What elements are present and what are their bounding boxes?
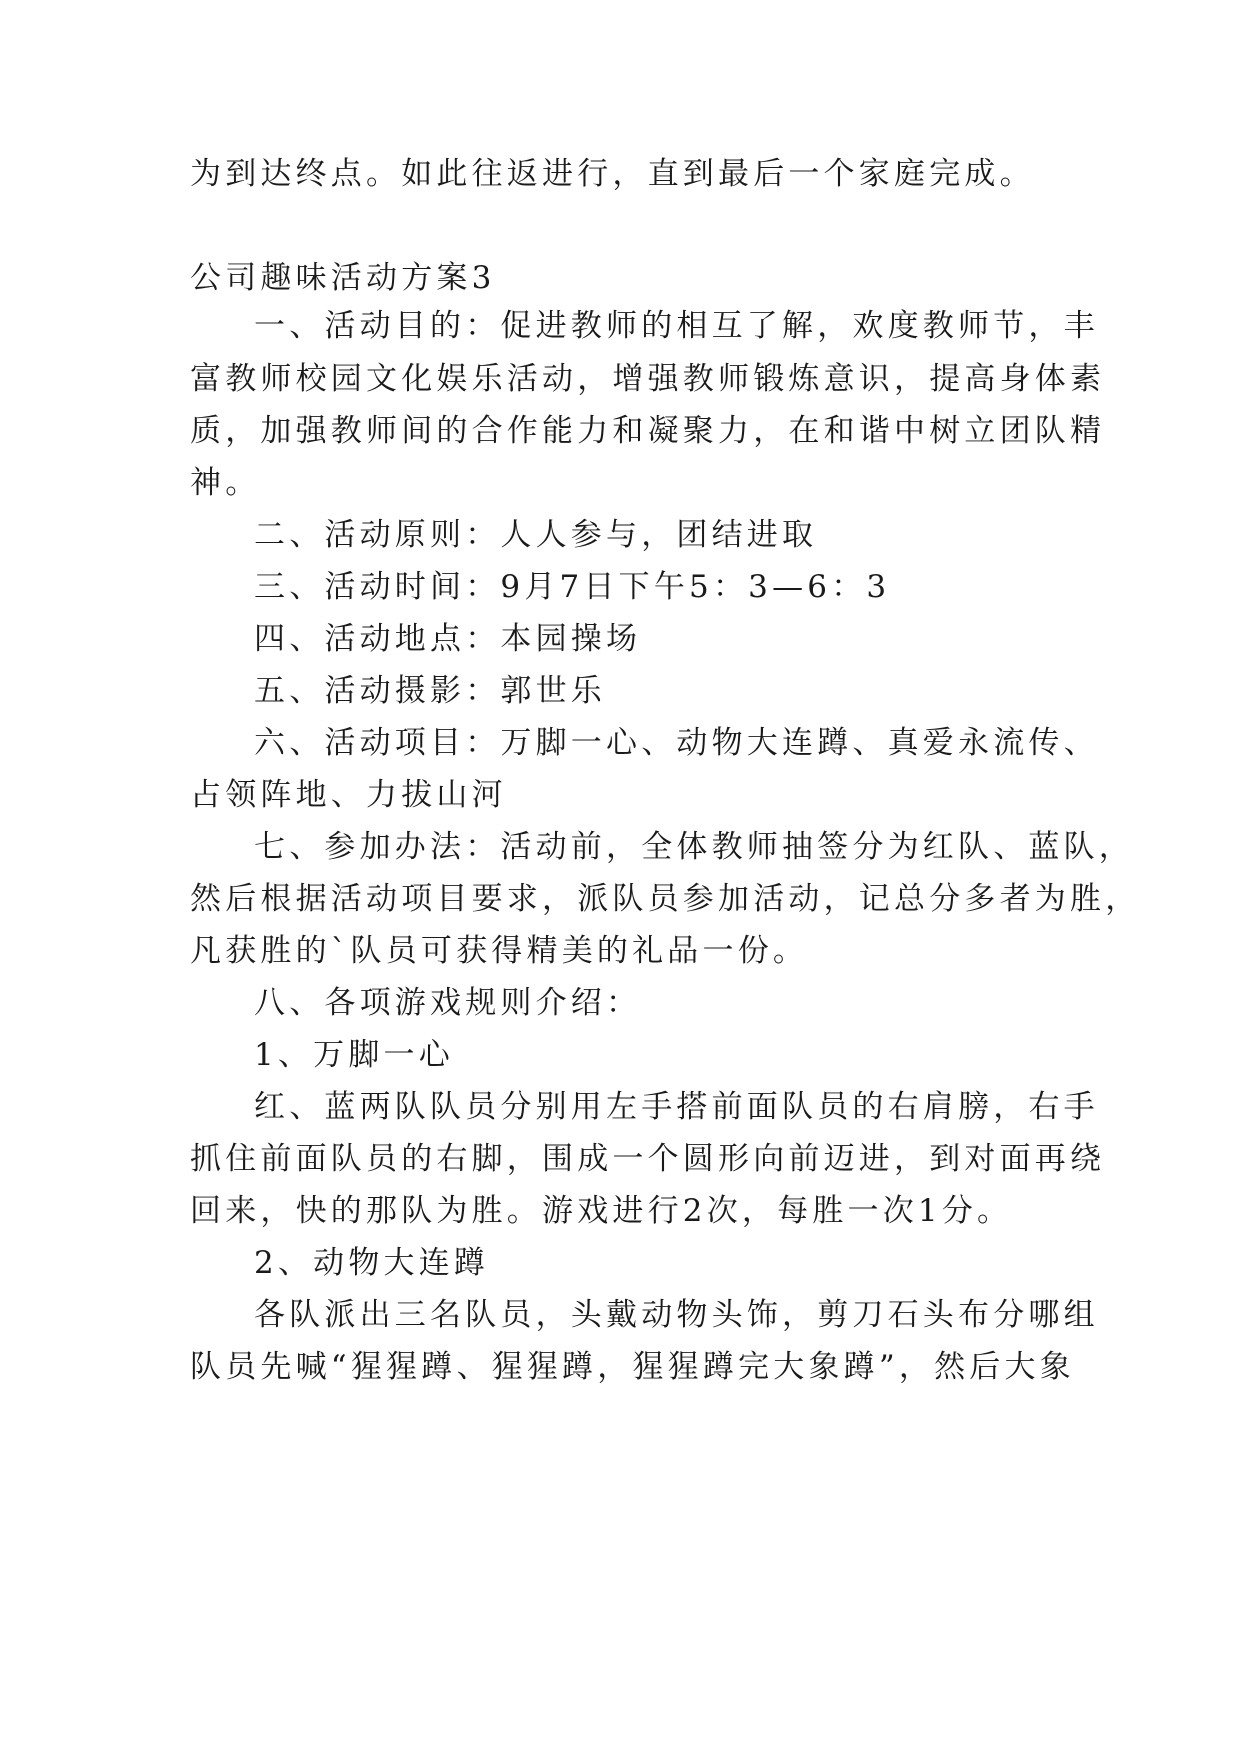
text-line: 富教师校园文化娱乐活动，增强教师锻炼意识，提高身体素 [190,361,1106,397]
text-line: 七、参加办法：活动前，全体教师抽签分为红队、蓝队， [254,829,1134,865]
text-line: 凡获胜的`队员可获得精美的礼品一份。 [190,933,809,969]
text-line: 占领阵地、力拔山河 [190,777,507,813]
text-line: 红、蓝两队队员分别用左手搭前面队员的右肩膀，右手 [254,1089,1099,1125]
text-line: 二、活动原则：人人参与，团结进取 [254,517,818,553]
text-line: 三、活动时间：9月7日下午5：3—6：3 [254,569,891,605]
text-line: 然后根据活动项目要求，派队员参加活动，记总分多者为胜， [190,881,1141,917]
section-title: 公司趣味活动方案3 [190,260,496,296]
text-line: 2、动物大连蹲 [254,1245,490,1281]
text-line: 六、活动项目：万脚一心、动物大连蹲、真爱永流传、 [254,725,1099,761]
text-line: 八、各项游戏规则介绍： [254,985,642,1021]
text-line: 为到达终点。如此往返进行，直到最后一个家庭完成。 [190,156,1035,192]
text-line: 抓住前面队员的右脚，围成一个圆形向前迈进，到对面再绕 [190,1141,1106,1177]
text-line: 回来，快的那队为胜。游戏进行2次，每胜一次1分。 [190,1193,1013,1229]
text-line: 神。 [190,465,261,501]
text-line: 五、活动摄影：郭世乐 [254,673,606,709]
text-line: 队员先喊“猩猩蹲、猩猩蹲，猩猩蹲完大象蹲”，然后大象 [190,1349,1075,1385]
text-line: 四、活动地点：本园操场 [254,621,642,657]
text-line: 一、活动目的：促进教师的相互了解，欢度教师节，丰 [254,308,1099,344]
text-line: 各队派出三名队员，头戴动物头饰，剪刀石头布分哪组 [254,1297,1099,1333]
text-line: 1、万脚一心 [254,1037,454,1073]
text-line: 质，加强教师间的合作能力和凝聚力，在和谐中树立团队精 [190,413,1106,449]
